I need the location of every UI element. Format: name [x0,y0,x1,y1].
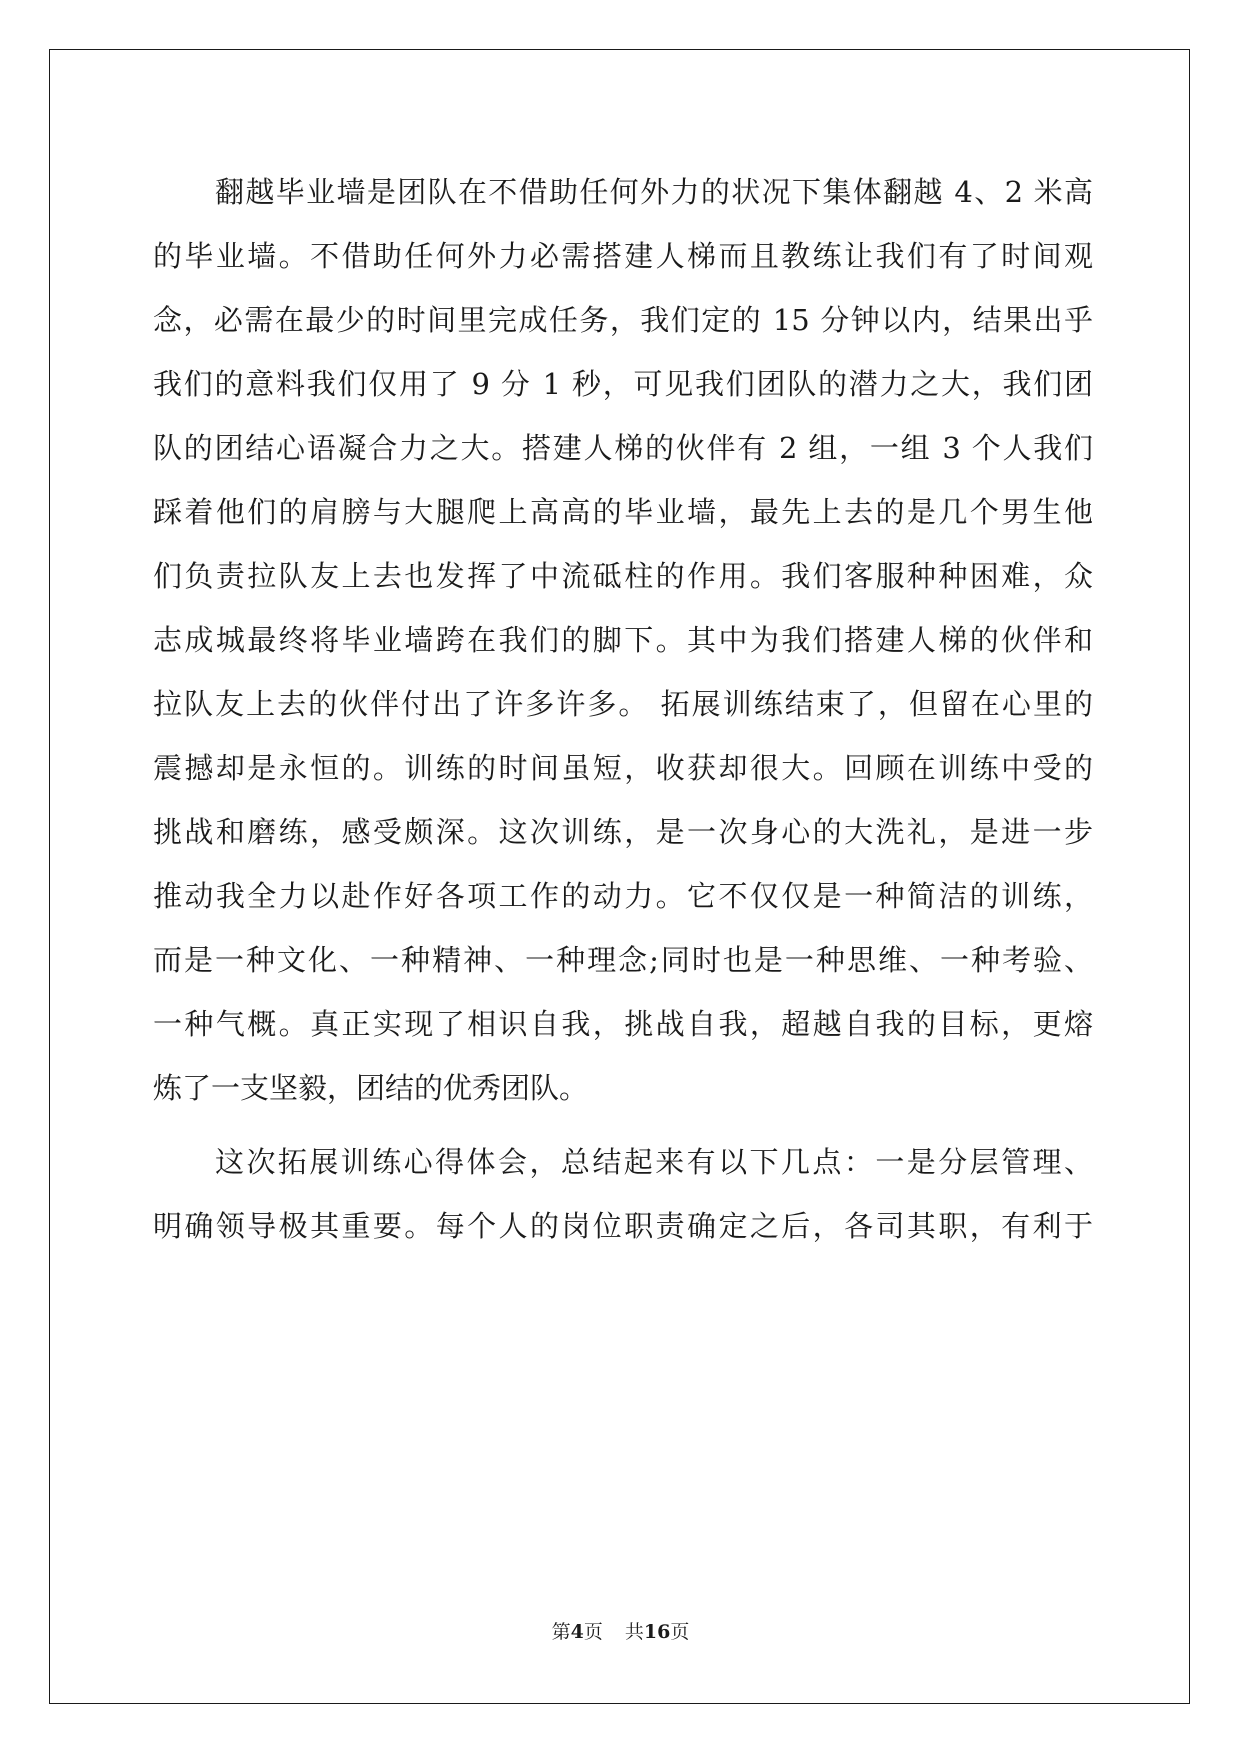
text-line: 翻越毕业墙是团队在不借助任何外力的状况下集体翻越 4、2 米高 [215,175,1093,209]
text-line: 们负责拉队友上去也发挥了中流砥柱的作用。我们客服种种困难，众 [153,559,1093,593]
text-line: 挑战和磨练，感受颇深。这次训练，是一次身心的大洗礼，是进一步 [153,815,1093,849]
text-line: 念，必需在最少的时间里完成任务，我们定的 15 分钟以内，结果出乎 [153,303,1093,337]
text-line: 踩着他们的肩膀与大腿爬上高高的毕业墙，最先上去的是几个男生他 [153,495,1093,529]
total-suffix: 页 [670,1621,690,1643]
text-line: 明确领导极其重要。每个人的岗位职责确定之后，各司其职，有利于 [153,1209,1093,1243]
document-body [153,160,1093,1258]
page-prefix: 第 [551,1621,571,1643]
text-line: 一种气概。真正实现了相识自我，挑战自我，超越自我的目标，更熔 [153,1007,1093,1041]
page-footer [0,1617,1241,1644]
text-line: 我们的意料我们仅用了 9 分 1 秒，可见我们团队的潜力之大，我们团 [153,367,1093,401]
total-prefix: 共 [624,1621,644,1643]
text-line: 志成城最终将毕业墙跨在我们的脚下。其中为我们搭建人梯的伙伴和 [153,623,1093,657]
paragraph-2 [153,1130,1093,1258]
text-line: 拉队友上去的伙伴付出了许多许多。 拓展训练结束了，但留在心里的 [153,687,1093,721]
page-number: 4 [570,1621,584,1643]
text-line: 队的团结心语凝合力之大。搭建人梯的伙伴有 2 组，一组 3 个人我们 [153,431,1093,465]
text-line: 推动我全力以赴作好各项工作的动力。它不仅仅是一种简洁的训练， [153,879,1093,913]
text-line: 震撼却是永恒的。训练的时间虽短，收获却很大。回顾在训练中受的 [153,751,1093,785]
text-line: 的毕业墙。不借助任何外力必需搭建人梯而且教练让我们有了时间观 [153,239,1093,273]
page-suffix: 页 [583,1621,603,1643]
text-line: 炼了一支坚毅，团结的优秀团队。 [153,1071,589,1105]
text-line: 这次拓展训练心得体会，总结起来有以下几点：一是分层管理、 [215,1145,1093,1179]
total-pages: 16 [643,1621,671,1643]
text-line: 而是一种文化、一种精神、一种理念;同时也是一种思维、一种考验、 [153,943,1093,977]
paragraph-1 [153,160,1093,1120]
